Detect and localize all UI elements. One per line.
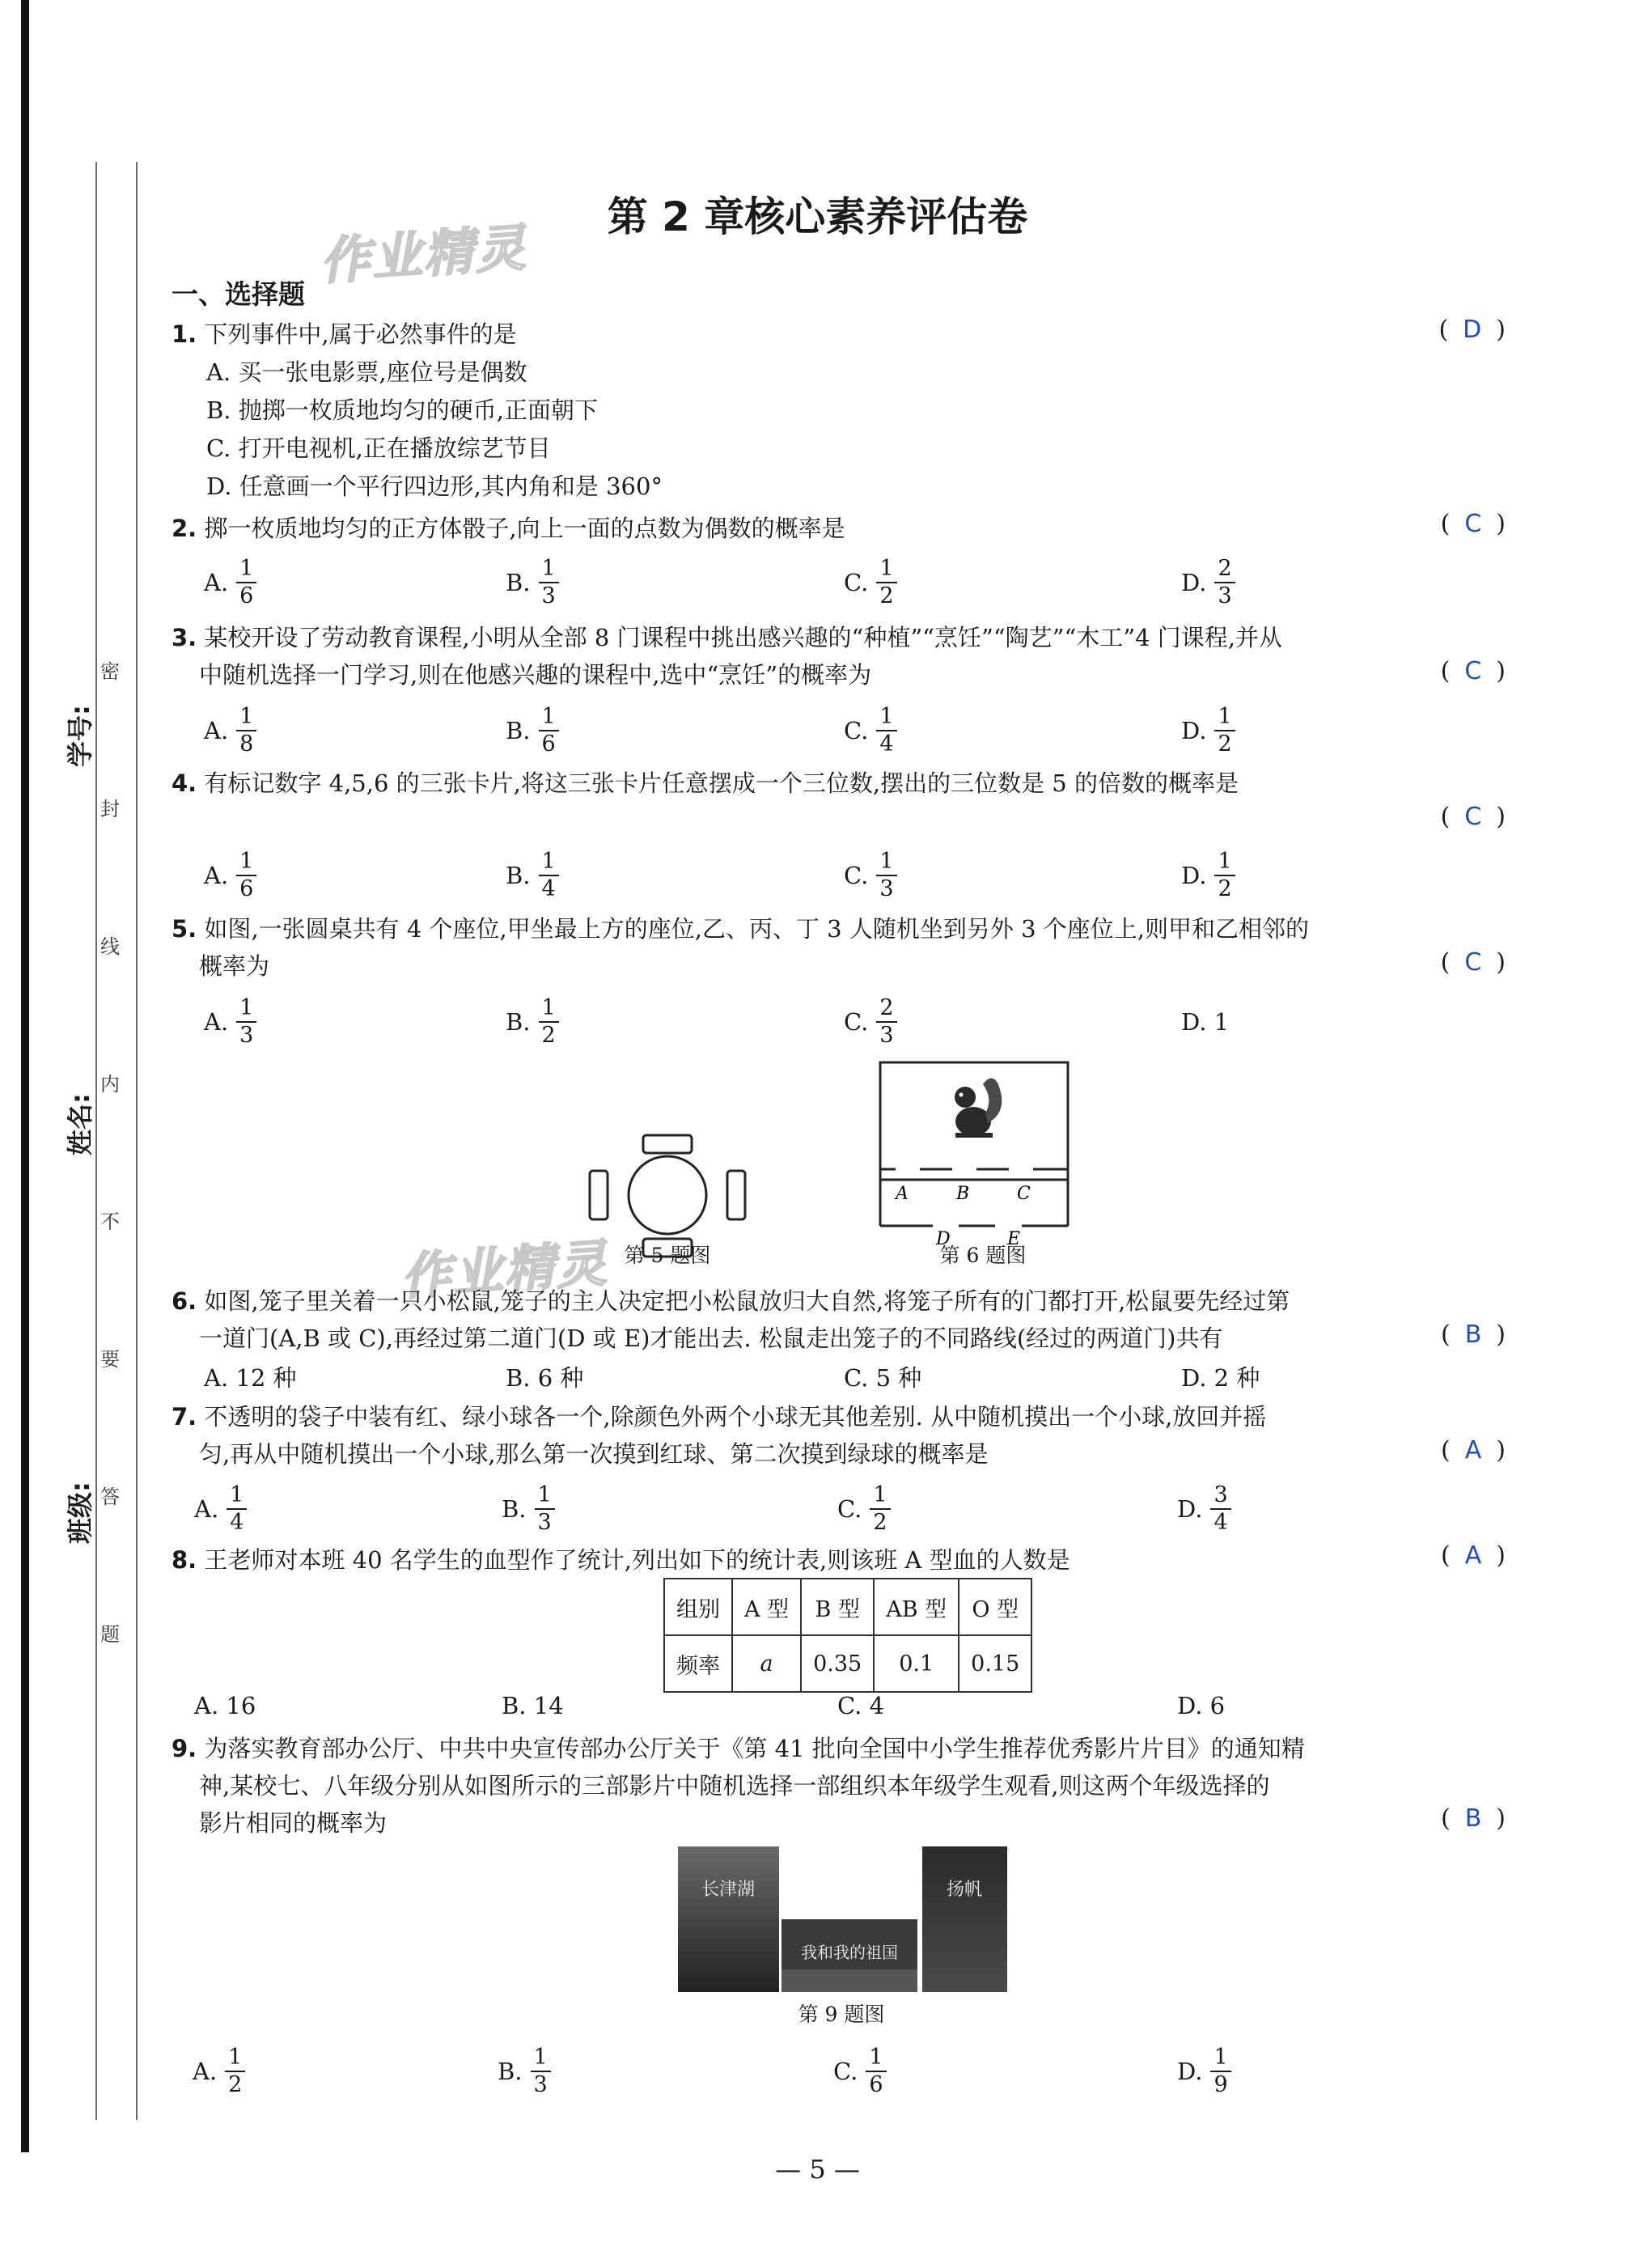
page-number: — 5 —: [775, 2154, 860, 2185]
table-row: [664, 1579, 1031, 1635]
table-cell: O 型: [959, 1579, 1031, 1635]
question-number: 2.: [172, 515, 197, 542]
answer-7: ( A ): [1441, 1436, 1506, 1465]
answer-value: D: [1463, 316, 1482, 344]
fraction: $\frac{1}{3}$: [236, 995, 256, 1049]
table-cell: 0.15: [959, 1635, 1031, 1692]
fraction: $\frac{1}{6}$: [236, 556, 256, 609]
answer-5: ( C ): [1440, 948, 1506, 977]
option-b: B. $\frac{1}{6}$: [506, 694, 559, 767]
fraction: $\frac{1}{6}$: [539, 704, 559, 757]
fraction: $\frac{1}{2}$: [876, 556, 896, 609]
question-text: 一道门(A,B 或 C),再经过第二道门(D 或 E)才能出去. 松鼠走出笼子的不同路线(经过的两道门)共有: [199, 1325, 1223, 1352]
fraction: $\frac{1}{9}$: [1210, 2045, 1230, 2098]
question-number: 3.: [172, 624, 197, 651]
fraction: $\frac{1}{3}$: [535, 1482, 555, 1536]
question-number: 9.: [172, 1735, 197, 1762]
seal-char: 题: [100, 1623, 120, 1646]
question-6: [172, 1282, 1498, 1357]
option-c: C. 4: [837, 1692, 885, 1719]
option-b: B. $\frac{1}{3}$: [498, 2035, 551, 2108]
option-a: A. $\frac{1}{6}$: [204, 546, 256, 619]
answer-3: ( C ): [1440, 657, 1506, 685]
option-b: B. $\frac{1}{2}$: [506, 986, 559, 1058]
movie-poster-2: [781, 1919, 917, 1992]
question-1: [172, 316, 1498, 353]
sidebar-divider-inner: [136, 162, 138, 2120]
question-number: 4.: [172, 769, 197, 797]
question-2: [172, 510, 1498, 547]
door-c-label: C: [1017, 1184, 1031, 1204]
table-cell: 组别: [664, 1579, 732, 1635]
svg-text:我和我的祖国: 我和我的祖国: [801, 1943, 898, 1962]
cage-figure: [878, 1060, 1072, 1250]
option-d: D. $\frac{3}{4}$: [1177, 1473, 1231, 1545]
option-a: A. 买一张电影票,座位号是偶数: [206, 358, 527, 386]
option-b: B. $\frac{1}{4}$: [506, 839, 559, 912]
question-text: 掷一枚质地均匀的正方体骰子,向上一面的点数为偶数的概率是: [204, 515, 845, 542]
question-number: 6.: [172, 1287, 197, 1315]
fraction: $\frac{1}{3}$: [539, 556, 559, 609]
fig5-caption: 第 5 题图: [624, 1244, 711, 1267]
answer-1: ( D ): [1438, 316, 1506, 344]
option-c: C. $\frac{1}{2}$: [837, 1473, 891, 1545]
question-5: [172, 910, 1498, 985]
option-b: B. $\frac{1}{3}$: [502, 1473, 555, 1545]
seat-left: [590, 1171, 608, 1219]
question-text: 王老师对本班 40 名学生的血型作了统计,列出如下的统计表,则该班 A 型血的人数是: [204, 1546, 1070, 1574]
table-row: [664, 1635, 1031, 1692]
option-b: B. 6 种: [506, 1364, 584, 1392]
fraction: $\frac{1}{2}$: [539, 995, 559, 1049]
blood-type-table: [663, 1578, 1032, 1693]
option-d: D. $\frac{1}{2}$: [1181, 839, 1235, 912]
question-text: 匀,再从中随机摸出一个小球,那么第一次摸到红球、第二次摸到绿球的概率是: [199, 1440, 989, 1468]
question-number: 8.: [172, 1546, 197, 1574]
seal-char: 不: [100, 1210, 120, 1233]
watermark: 作业精灵: [318, 218, 529, 291]
question-text: 概率为: [199, 952, 270, 980]
door-b-label: B: [956, 1184, 970, 1204]
fig9-caption: 第 9 题图: [798, 2003, 885, 2026]
question-number: 7.: [172, 1403, 197, 1431]
question-7: [172, 1398, 1498, 1473]
question-text: 如图,笼子里关着一只小松鼠,笼子的主人决定把小松鼠放归大自然,将笼子所有的门都打开,松鼠要先经过第: [204, 1287, 1290, 1315]
seal-char: 密: [100, 660, 120, 683]
question-9: [172, 1730, 1498, 1842]
seal-char: 线: [100, 935, 120, 958]
answer-value: A: [1464, 1436, 1482, 1465]
watermark: 作业精灵: [399, 1233, 610, 1307]
movie-poster-3: [922, 1846, 1007, 1992]
option-d: D. 任意画一个平行四边形,其内角和是 360°: [206, 473, 663, 500]
fraction: $\frac{2}{3}$: [876, 995, 896, 1049]
option-b: B. 抛掷一枚质地均匀的硬币,正面朝下: [206, 396, 598, 424]
option-d: D. 6: [1177, 1692, 1226, 1719]
movie-poster-1: [678, 1846, 779, 1992]
question-8: [172, 1541, 1498, 1579]
table-cell: 频率: [664, 1635, 732, 1692]
table-cell: AB 型: [874, 1579, 959, 1635]
fraction: $\frac{1}{2}$: [1214, 849, 1235, 902]
fraction: $\frac{1}{3}$: [876, 849, 896, 902]
student-id-label: 学号:: [65, 705, 95, 767]
answer-value: B: [1464, 1804, 1482, 1833]
answer-value: B: [1464, 1321, 1482, 1349]
seal-char: 答: [100, 1486, 120, 1508]
fraction: $\frac{1}{3}$: [531, 2045, 551, 2098]
option-d: D. 2 种: [1181, 1364, 1260, 1392]
answer-8: ( A ): [1441, 1541, 1506, 1570]
question-text: 下列事件中,属于必然事件的是: [204, 320, 517, 348]
table-cell: 0.35: [801, 1635, 874, 1692]
seat-right: [727, 1171, 745, 1219]
class-label: 班级:: [65, 1482, 95, 1544]
answer-value: A: [1464, 1541, 1482, 1570]
door-e-label: E: [1007, 1229, 1021, 1249]
question-text: 不透明的袋子中装有红、绿小球各一个,除颜色外两个小球无其他差别. 从中随机摸出一个小球,放回并摇: [204, 1403, 1267, 1431]
page-title: 第 2 章核心素养评估卷: [607, 193, 1028, 240]
option-a: A. $\frac{1}{6}$: [204, 839, 256, 912]
seal-char: 封: [100, 798, 120, 820]
fraction: $\frac{3}{4}$: [1210, 1482, 1230, 1536]
option-c: C. $\frac{1}{6}$: [833, 2035, 887, 2108]
question-number: 5.: [172, 915, 197, 943]
binding-edge: [21, 0, 29, 2152]
option-d: D. $\frac{2}{3}$: [1181, 546, 1235, 619]
table-cell: 0.1: [874, 1635, 959, 1692]
fraction: $\frac{1}{6}$: [866, 2045, 886, 2098]
seat-top: [643, 1135, 692, 1153]
seal-char: 要: [100, 1348, 120, 1371]
fraction: $\frac{1}{4}$: [539, 849, 559, 902]
question-text: 中随机选择一门学习,则在他感兴趣的课程中,选中“烹饪”的概率为: [199, 661, 872, 689]
option-a: A. $\frac{1}{8}$: [204, 694, 256, 767]
fraction: $\frac{1}{6}$: [236, 849, 256, 902]
fraction: $\frac{1}{2}$: [1214, 704, 1235, 757]
answer-value: C: [1464, 510, 1482, 538]
answer-2: ( C ): [1440, 510, 1506, 538]
option-c: C. $\frac{1}{3}$: [844, 839, 897, 912]
option-a: A. $\frac{1}{4}$: [194, 1473, 247, 1545]
svg-text:扬帆: 扬帆: [946, 1880, 983, 1900]
option-c: C. 5 种: [844, 1364, 922, 1392]
option-c: C. $\frac{1}{2}$: [844, 546, 897, 619]
option-a: A. $\frac{1}{3}$: [204, 986, 256, 1058]
option-a: A. 16: [194, 1692, 256, 1719]
fig6-caption: 第 6 题图: [939, 1244, 1027, 1267]
option-d: D. $\frac{1}{2}$: [1181, 694, 1235, 767]
fraction: $\frac{2}{3}$: [1214, 556, 1235, 609]
name-label: 姓名:: [65, 1093, 95, 1155]
answer-value: C: [1464, 657, 1482, 685]
question-text: 如图,一张圆桌共有 4 个座位,甲坐最上方的座位,乙、丙、丁 3 人随机坐到另外 3 个座位上,则甲和乙相邻的: [204, 915, 1309, 943]
table-cell: B 型: [801, 1579, 874, 1635]
question-text: 为落实教育部办公厅、中共中央宣传部办公厅关于《第 41 批向全国中小学生推荐优秀影片片目》的通知精: [204, 1735, 1305, 1762]
question-text: 某校开设了劳动教育课程,小明从全部 8 门课程中挑出感兴趣的“种植”“烹饪”“陶艺”“木工”4 门课程,并从: [204, 624, 1283, 651]
option-d: D. $\frac{1}{9}$: [1177, 2035, 1231, 2108]
seal-char: 内: [100, 1073, 120, 1096]
question-text: 影片相同的概率为: [199, 1809, 388, 1837]
option-c: C. 打开电视机,正在播放综艺节目: [206, 435, 551, 462]
answer-6: ( B ): [1440, 1321, 1506, 1349]
option-b: B. 14: [502, 1692, 564, 1719]
fraction: $\frac{1}{2}$: [225, 2045, 245, 2098]
question-text: 神,某校七、八年级分别从如图所示的三部影片中随机选择一部组织本年级学生观看,则这两个年级选择的: [199, 1772, 1270, 1800]
fraction: $\frac{1}{2}$: [870, 1482, 890, 1536]
answer-value: C: [1464, 803, 1482, 831]
fraction: $\frac{1}{4}$: [876, 704, 896, 757]
option-b: B. $\frac{1}{3}$: [506, 546, 559, 619]
answer-9: ( B ): [1440, 1804, 1506, 1833]
svg-text:长津湖: 长津湖: [701, 1880, 756, 1900]
table-cell: A 型: [732, 1579, 801, 1635]
section-title: 一、选择题: [172, 278, 305, 310]
table-cell: a: [732, 1635, 801, 1692]
question-text: 有标记数字 4,5,6 的三张卡片,将这三张卡片任意摆成一个三位数,摆出的三位数是 5 的倍数的概率是: [204, 769, 1239, 797]
option-c: C. $\frac{1}{4}$: [844, 694, 897, 767]
table-circle: [629, 1156, 706, 1234]
door-d-label: D: [936, 1229, 951, 1249]
question-4: [172, 765, 1498, 802]
option-a: A. 12 种: [204, 1364, 297, 1392]
question-3: [172, 619, 1498, 693]
option-c: C. $\frac{2}{3}$: [844, 986, 897, 1058]
squirrel-icon: [955, 1078, 1002, 1138]
answer-4: ( C ): [1440, 803, 1506, 831]
fraction: $\frac{1}{4}$: [227, 1482, 247, 1536]
option-a: A. $\frac{1}{2}$: [193, 2035, 245, 2108]
question-number: 1.: [172, 320, 197, 348]
fraction: $\frac{1}{8}$: [236, 704, 256, 757]
option-d: D. 1: [1181, 1008, 1230, 1036]
door-a-label: A: [896, 1184, 909, 1204]
answer-value: C: [1464, 948, 1482, 977]
